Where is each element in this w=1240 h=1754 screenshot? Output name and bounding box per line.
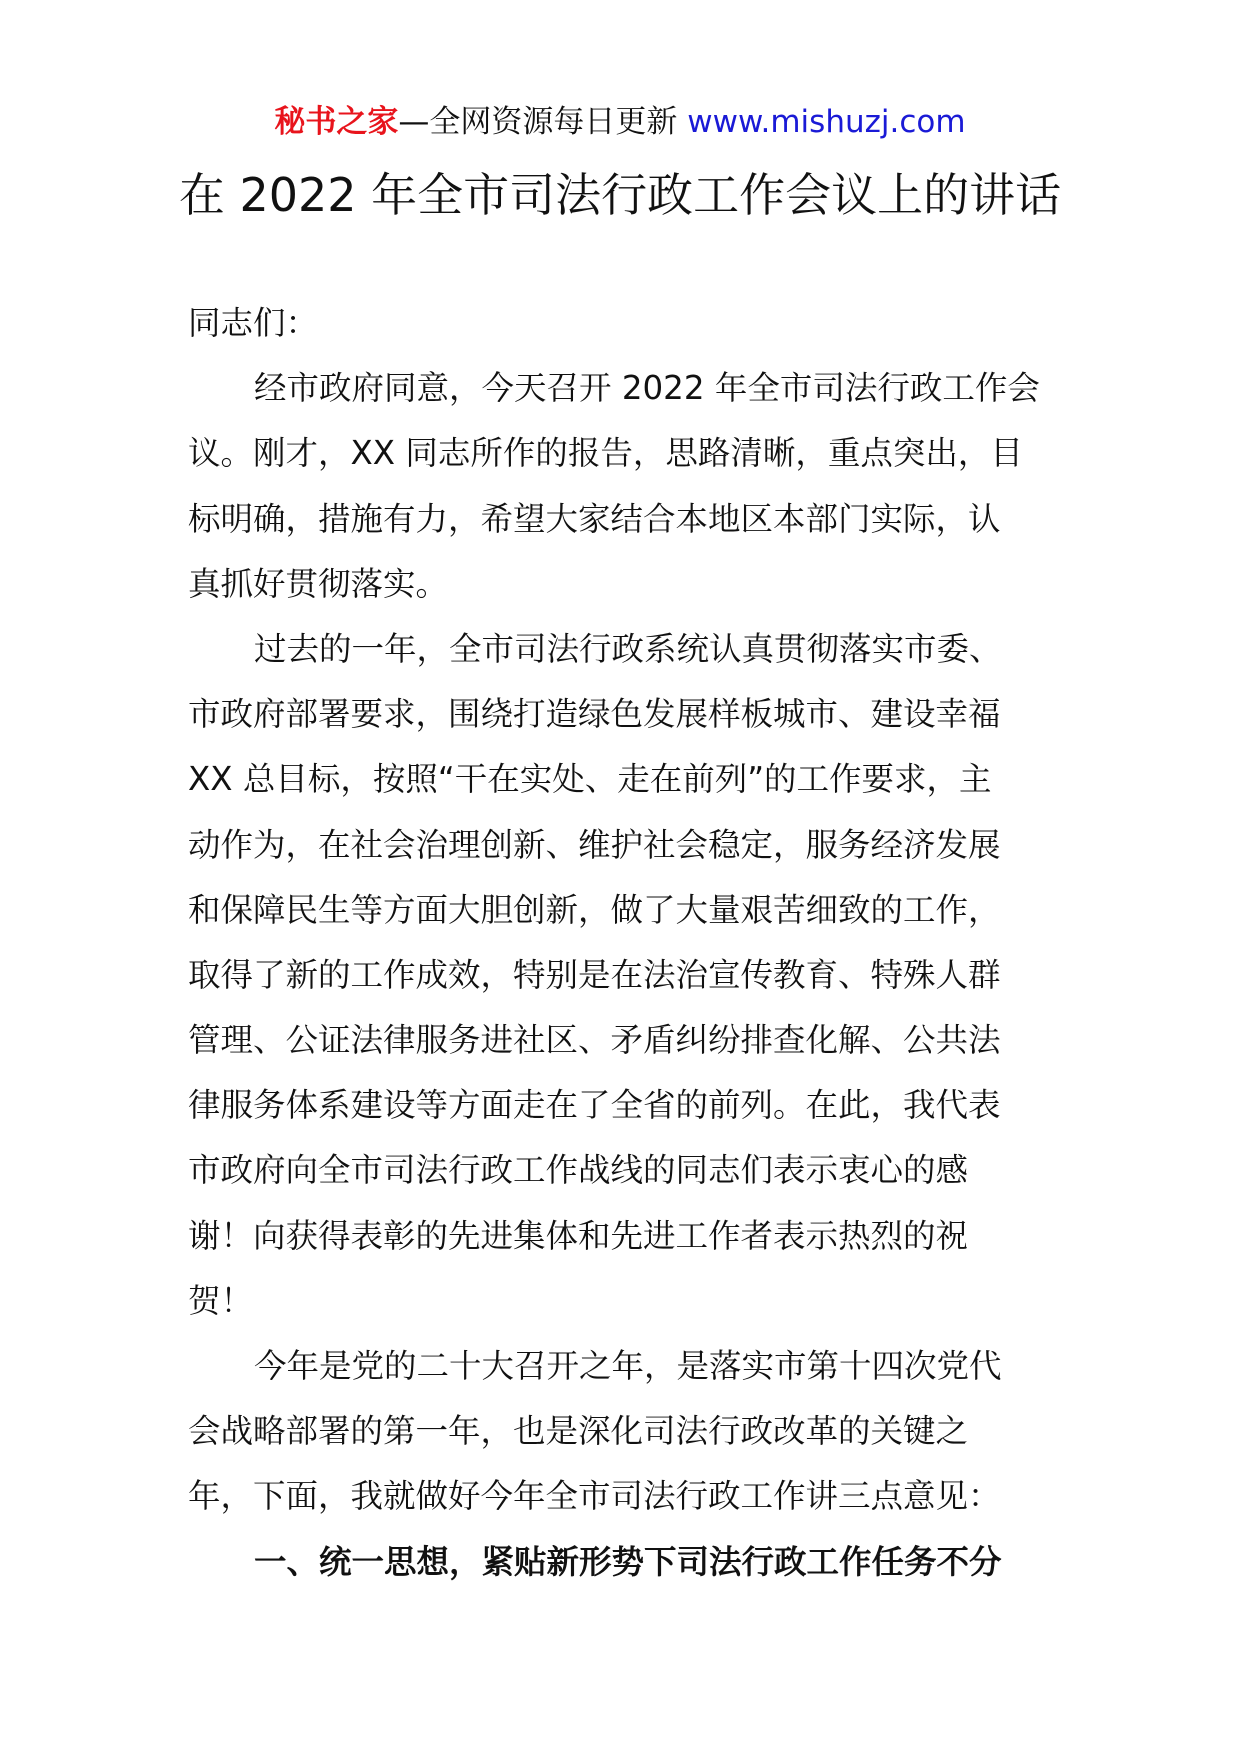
- body-line: 市政府向全市司法行政工作战线的同志们表示衷心的感: [188, 1151, 969, 1190]
- body-line: 今年是党的二十大召开之年，是落实市第十四次党代: [254, 1347, 1002, 1385]
- body-line: 议。刚才，XX 同志所作的报告，思路清晰，重点突出，目: [188, 434, 1023, 473]
- body-line: 会战略部署的第一年，也是深化司法行政改革的关键之: [188, 1412, 969, 1451]
- section-heading-line: 一、统一思想，紧贴新形势下司法行政工作任务不分: [254, 1542, 1002, 1581]
- body-line: 贺！: [188, 1281, 254, 1320]
- header-tagline: —全网资源每日更新: [398, 104, 678, 140]
- site-url-link[interactable]: www.mishuzj.com: [687, 104, 966, 140]
- body-line: XX 总目标，按照“干在实处、走在前列”的工作要求，主: [188, 760, 992, 799]
- body-line: 标明确，措施有力，希望大家结合本地区本部门实际，认: [188, 499, 1001, 538]
- body-line: 真抓好贯彻落实。: [188, 564, 449, 603]
- document-body: [188, 291, 1054, 1595]
- body-line: 管理、公证法律服务进社区、矛盾纠纷排查化解、公共法: [188, 1021, 1001, 1060]
- body-line: 经市政府同意，今天召开 2022 年全市司法行政工作会: [254, 369, 1040, 408]
- body-line: 谢！向获得表彰的先进集体和先进工作者表示热烈的祝: [188, 1216, 969, 1255]
- body-line: 年，下面，我就做好今年全市司法行政工作讲三点意见：: [188, 1477, 1001, 1516]
- body-line: 取得了新的工作成效，特别是在法治宣传教育、特殊人群: [188, 955, 1001, 994]
- body-line: 动作为，在社会治理创新、维护社会稳定，服务经济发展: [188, 825, 1001, 864]
- body-line: 市政府部署要求，围绕打造绿色发展样板城市、建设幸福: [188, 695, 1001, 734]
- body-line: 律服务体系建设等方面走在了全省的前列。在此，我代表: [188, 1086, 1001, 1125]
- body-line: 同志们：: [188, 304, 319, 342]
- brand-name: 秘书之家: [274, 104, 399, 140]
- watermark-header: [0, 100, 1240, 144]
- body-line: 过去的一年，全市司法行政系统认真贯彻落实市委、: [254, 629, 1002, 668]
- document-title: 在 2022 年全市司法行政工作会议上的讲话: [178, 168, 1062, 222]
- body-line: 和保障民生等方面大胆创新，做了大量艰苦细致的工作，: [188, 890, 1001, 929]
